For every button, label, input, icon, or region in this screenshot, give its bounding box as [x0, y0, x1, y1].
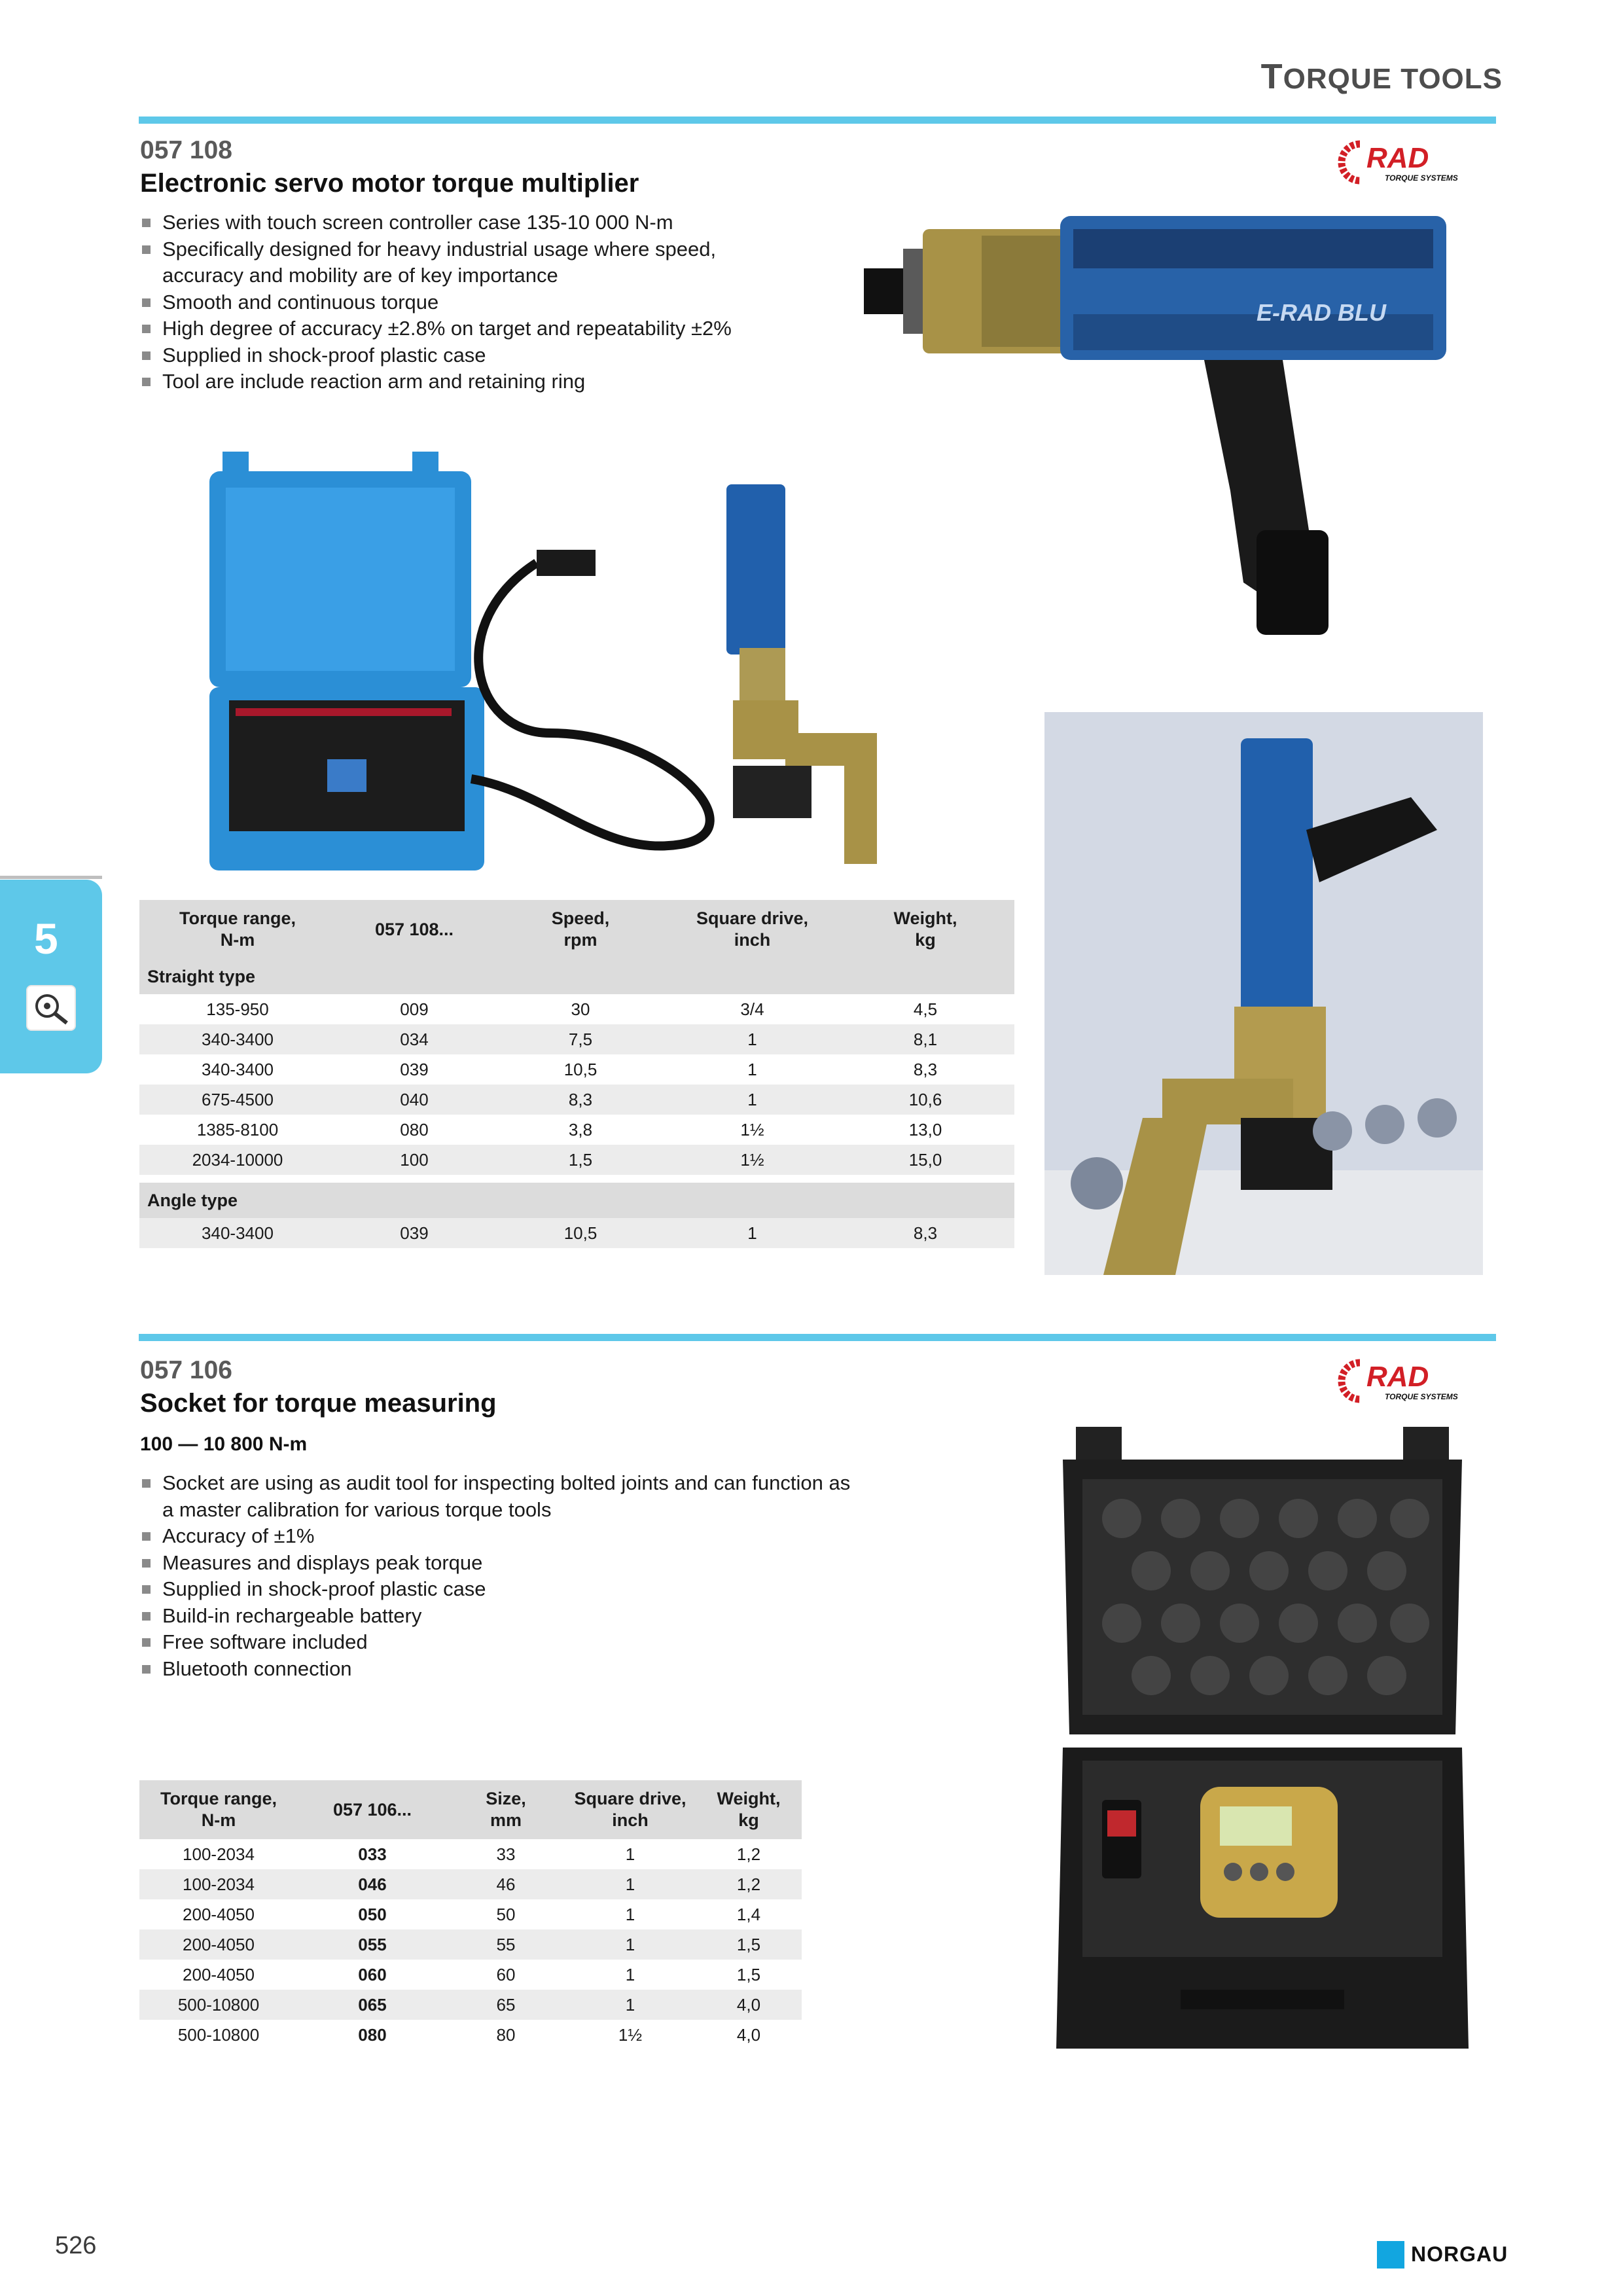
torque-socket-case-photo — [1050, 1420, 1475, 2075]
product1-code: 057 108 — [140, 136, 232, 164]
feature-item: Accuracy of ±1% — [140, 1523, 925, 1550]
table-row: 340-3400 034 7,5 1 8,1 — [139, 1024, 1014, 1054]
feature-item: Supplied in shock-proof plastic case — [140, 342, 873, 369]
brand-name-text: RAD — [1366, 142, 1429, 174]
table-section-row: Straight type — [139, 959, 1014, 994]
side-tab-rule — [0, 876, 102, 879]
column-header: Speed, rpm — [493, 900, 668, 959]
feature-item-continuation: a master calibration for various torque tools — [162, 1498, 552, 1521]
feature-item: High degree of accuracy ±2.8% on target and repeatability ±2% — [140, 315, 873, 342]
column-header: Weight, kg — [696, 1780, 802, 1839]
torque-wrench-icon — [26, 985, 76, 1031]
header-rule — [139, 117, 1496, 124]
table-header-row — [139, 1780, 802, 1839]
table-spacer-row — [139, 1175, 1014, 1183]
feature-item: Socket are using as audit tool for inspecting bolted joints and can function as — [140, 1470, 925, 1497]
table-row: 100-2034 033 33 1 1,2 — [183, 1844, 761, 1864]
brand-square-icon — [1377, 2241, 1404, 2269]
feature-item: Measures and displays peak torque — [140, 1550, 925, 1577]
table-row: 200-4050 055 55 1 1,5 — [139, 1929, 802, 1960]
rad-logo-icon — [1342, 1361, 1458, 1401]
brand-subtitle-text: TORQUE SYSTEMS — [1385, 1392, 1458, 1401]
table-row: 200-4050 060 60 1 1,5 — [183, 1964, 761, 1984]
section-rule — [139, 1334, 1496, 1341]
chapter-number: 5 — [34, 914, 58, 963]
product1-brand-logo — [1338, 135, 1495, 187]
product1-features — [140, 209, 873, 395]
column-header: Size, mm — [447, 1780, 565, 1839]
column-header: Weight, kg — [836, 900, 1014, 959]
table-row: 340-3400 039 10,5 1 8,3 — [139, 1218, 1014, 1248]
product2-range: 100 — 10 800 N-m — [140, 1433, 308, 1455]
feature-item: Series with touch screen controller case 135-10 000 N-m — [140, 209, 873, 236]
chapter-tab[interactable] — [0, 880, 102, 1073]
column-header: Square drive, inch — [565, 1780, 696, 1839]
product2-title: Socket for torque measuring — [140, 1389, 497, 1418]
page-number: 526 — [55, 2232, 97, 2259]
column-header: Square drive, inch — [668, 900, 836, 959]
feature-item: Smooth and continuous torque — [140, 289, 873, 316]
table-row: 340-3400 039 10,5 1 8,3 — [202, 1059, 938, 1079]
product1-spec-table — [139, 900, 1014, 1248]
controller-case-photo — [209, 452, 903, 884]
table-row: 200-4050 050 50 1 1,4 — [183, 1904, 761, 1924]
feature-item-continuation: accuracy and mobility are of key importance — [162, 264, 558, 287]
angle-type-tool-photo — [1044, 712, 1483, 1275]
feature-item: Supplied in shock-proof plastic case — [140, 1576, 925, 1603]
brand-name-text: RAD — [1366, 1361, 1429, 1393]
section-title: TORQUE TOOLS — [1260, 57, 1503, 96]
table-header-row — [139, 900, 1014, 959]
product2-spec-table — [139, 1780, 802, 2050]
brand-subtitle-text: TORQUE SYSTEMS — [1385, 173, 1458, 183]
table-row: 675-4500 040 8,3 1 10,6 — [139, 1085, 1014, 1115]
feature-item: Bluetooth connection — [140, 1656, 925, 1683]
table-row: 100-2034 046 46 1 1,2 — [139, 1869, 802, 1899]
feature-item: Free software included — [140, 1629, 925, 1656]
column-header: 057 108... — [336, 900, 493, 959]
brand-name: NORGAU — [1411, 2242, 1508, 2266]
feature-item: Specifically designed for heavy industrial usage where speed, — [140, 236, 873, 263]
product1-title: Electronic servo motor torque multiplier — [140, 169, 639, 198]
column-header: Torque range, N-m — [139, 1780, 298, 1839]
feature-item: Tool are include reaction arm and retaining ring — [140, 368, 873, 395]
column-header: Torque range, N-m — [139, 900, 336, 959]
column-header: 057 106... — [298, 1780, 447, 1839]
product2-brand-logo — [1338, 1354, 1495, 1406]
table-row: 1385-8100 080 3,8 1½ 13,0 — [196, 1119, 942, 1139]
feature-item: Build-in rechargeable battery — [140, 1603, 925, 1630]
table-row: 500-10800 080 80 1½ 4,0 — [177, 2024, 761, 2045]
table-section-row: Angle type — [139, 1183, 1014, 1218]
table-row: 135-950 009 30 3/4 4,5 — [206, 999, 938, 1019]
table-row: 500-10800 065 65 1 4,0 — [139, 1990, 802, 2020]
table-row: 2034-10000 100 1,5 1½ 15,0 — [139, 1145, 1014, 1175]
tool-label-text: E-RAD BLU — [1257, 299, 1386, 326]
product2-features — [140, 1470, 925, 1682]
product2-code: 057 106 — [140, 1356, 232, 1384]
torque-multiplier-photo — [864, 216, 1496, 661]
rad-logo-icon — [1342, 142, 1458, 183]
